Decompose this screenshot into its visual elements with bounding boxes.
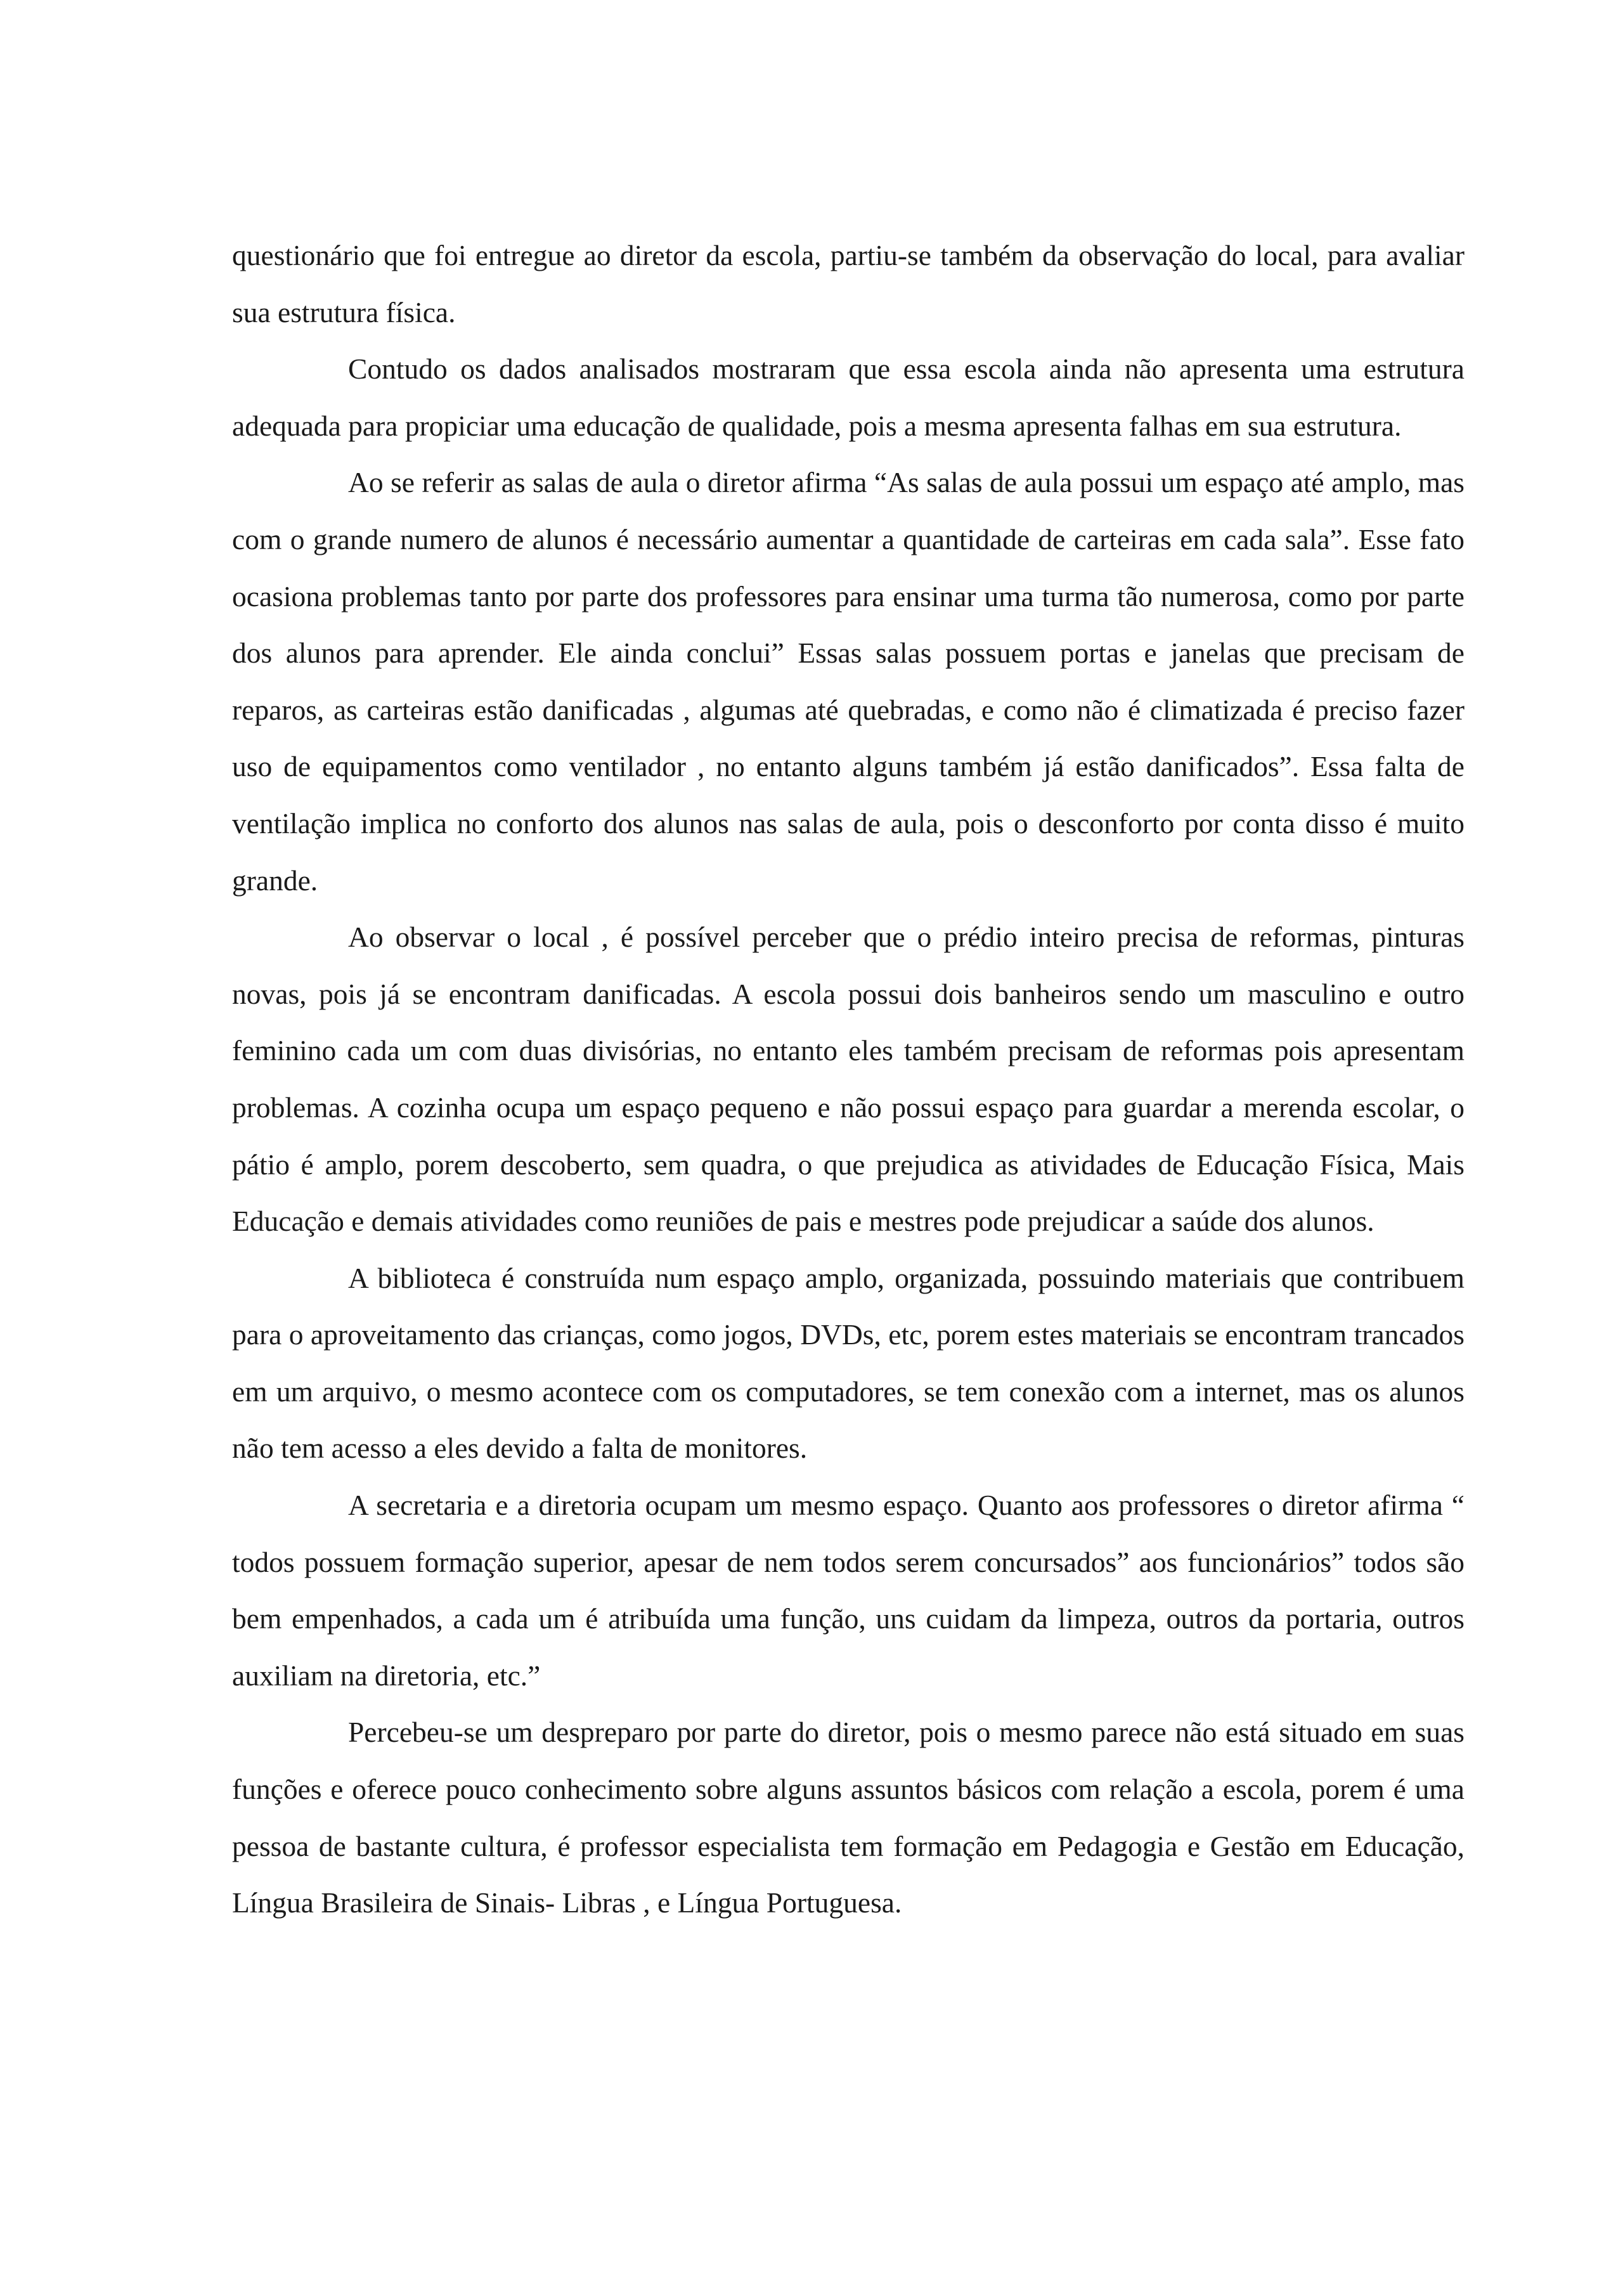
paragraph-director: Percebeu-se um despreparo por parte do diretor, pois o mesmo parece não está situado em suas funções e oferece pouco conhecimento sobre alguns assuntos básicos com relação a escola, porem é uma pessoa de bastante cultura, é professor especialista tem formação em Pedagogia e Gestão em Educação, Língua Brasileira de Sinais- Libras , e Língua Portuguesa. (232, 1716, 1465, 1919)
paragraph-classrooms: Ao se referir as salas de aula o diretor afirma “As salas de aula possui um espaço até amplo, mas com o grande numero de alunos é necessário aumentar a quantidade de carteiras em cada sala”. Esse fato ocasiona problemas tanto por parte dos professores para ensinar uma turma tão numerosa, como por parte dos alunos para aprender. Ele ainda conclui” Essas salas possuem portas e janelas que precisam de reparos, as carteiras estão danificadas , algumas até quebradas, e como não é climatizada é preciso fazer uso de equipamentos como ventilador , no entanto alguns também já estão danificados”. Essa falta de ventilação implica no conforto dos alunos nas salas de aula, pois o desconforto por conta disso é muito grande. (232, 466, 1465, 897)
document-body (232, 227, 1465, 1931)
paragraph-secretariat: A secretaria e a diretoria ocupam um mesmo espaço. Quanto aos professores o diretor afirma “ todos possuem formação superior, apesar de nem todos serem concursados” aos funcionários” todos são bem empenhados, a cada um é atribuída uma função, uns cuidam da limpeza, outros da portaria, outros auxiliam na diretoria, etc.” (232, 1489, 1465, 1692)
paragraph-questionnaire: questionário que foi entregue ao diretor da escola, partiu-se também da observação do local, para avaliar sua estrutura física. (232, 239, 1465, 328)
paragraph-building: Ao observar o local , é possível perceber que o prédio inteiro precisa de reformas, pinturas novas, pois já se encontram danificadas. A escola possui dois banheiros sendo um masculino e outro feminino cada um com duas divisórias, no entanto eles também precisam de reformas pois apresentam problemas. A cozinha ocupa um espaço pequeno e não possui espaço para guardar a merenda escolar, o pátio é amplo, porem descoberto, sem quadra, o que prejudica as atividades de Educação Física, Mais Educação e demais atividades como reuniões de pais e mestres pode prejudicar a saúde dos alunos. (232, 921, 1465, 1238)
paragraph-library: A biblioteca é construída num espaço amplo, organizada, possuindo materiais que contribuem para o aproveitamento das crianças, como jogos, DVDs, etc, porem estes materiais se encontram trancados em um arquivo, o mesmo acontece com os computadores, se tem conexão com a internet, mas os alunos não tem acesso a eles devido a falta de monitores. (232, 1261, 1465, 1465)
paragraph-data-analysis: Contudo os dados analisados mostraram que essa escola ainda não apresenta uma estrutura adequada para propiciar uma educação de qualidade, pois a mesma apresenta falhas em sua estrutura. (232, 353, 1465, 442)
